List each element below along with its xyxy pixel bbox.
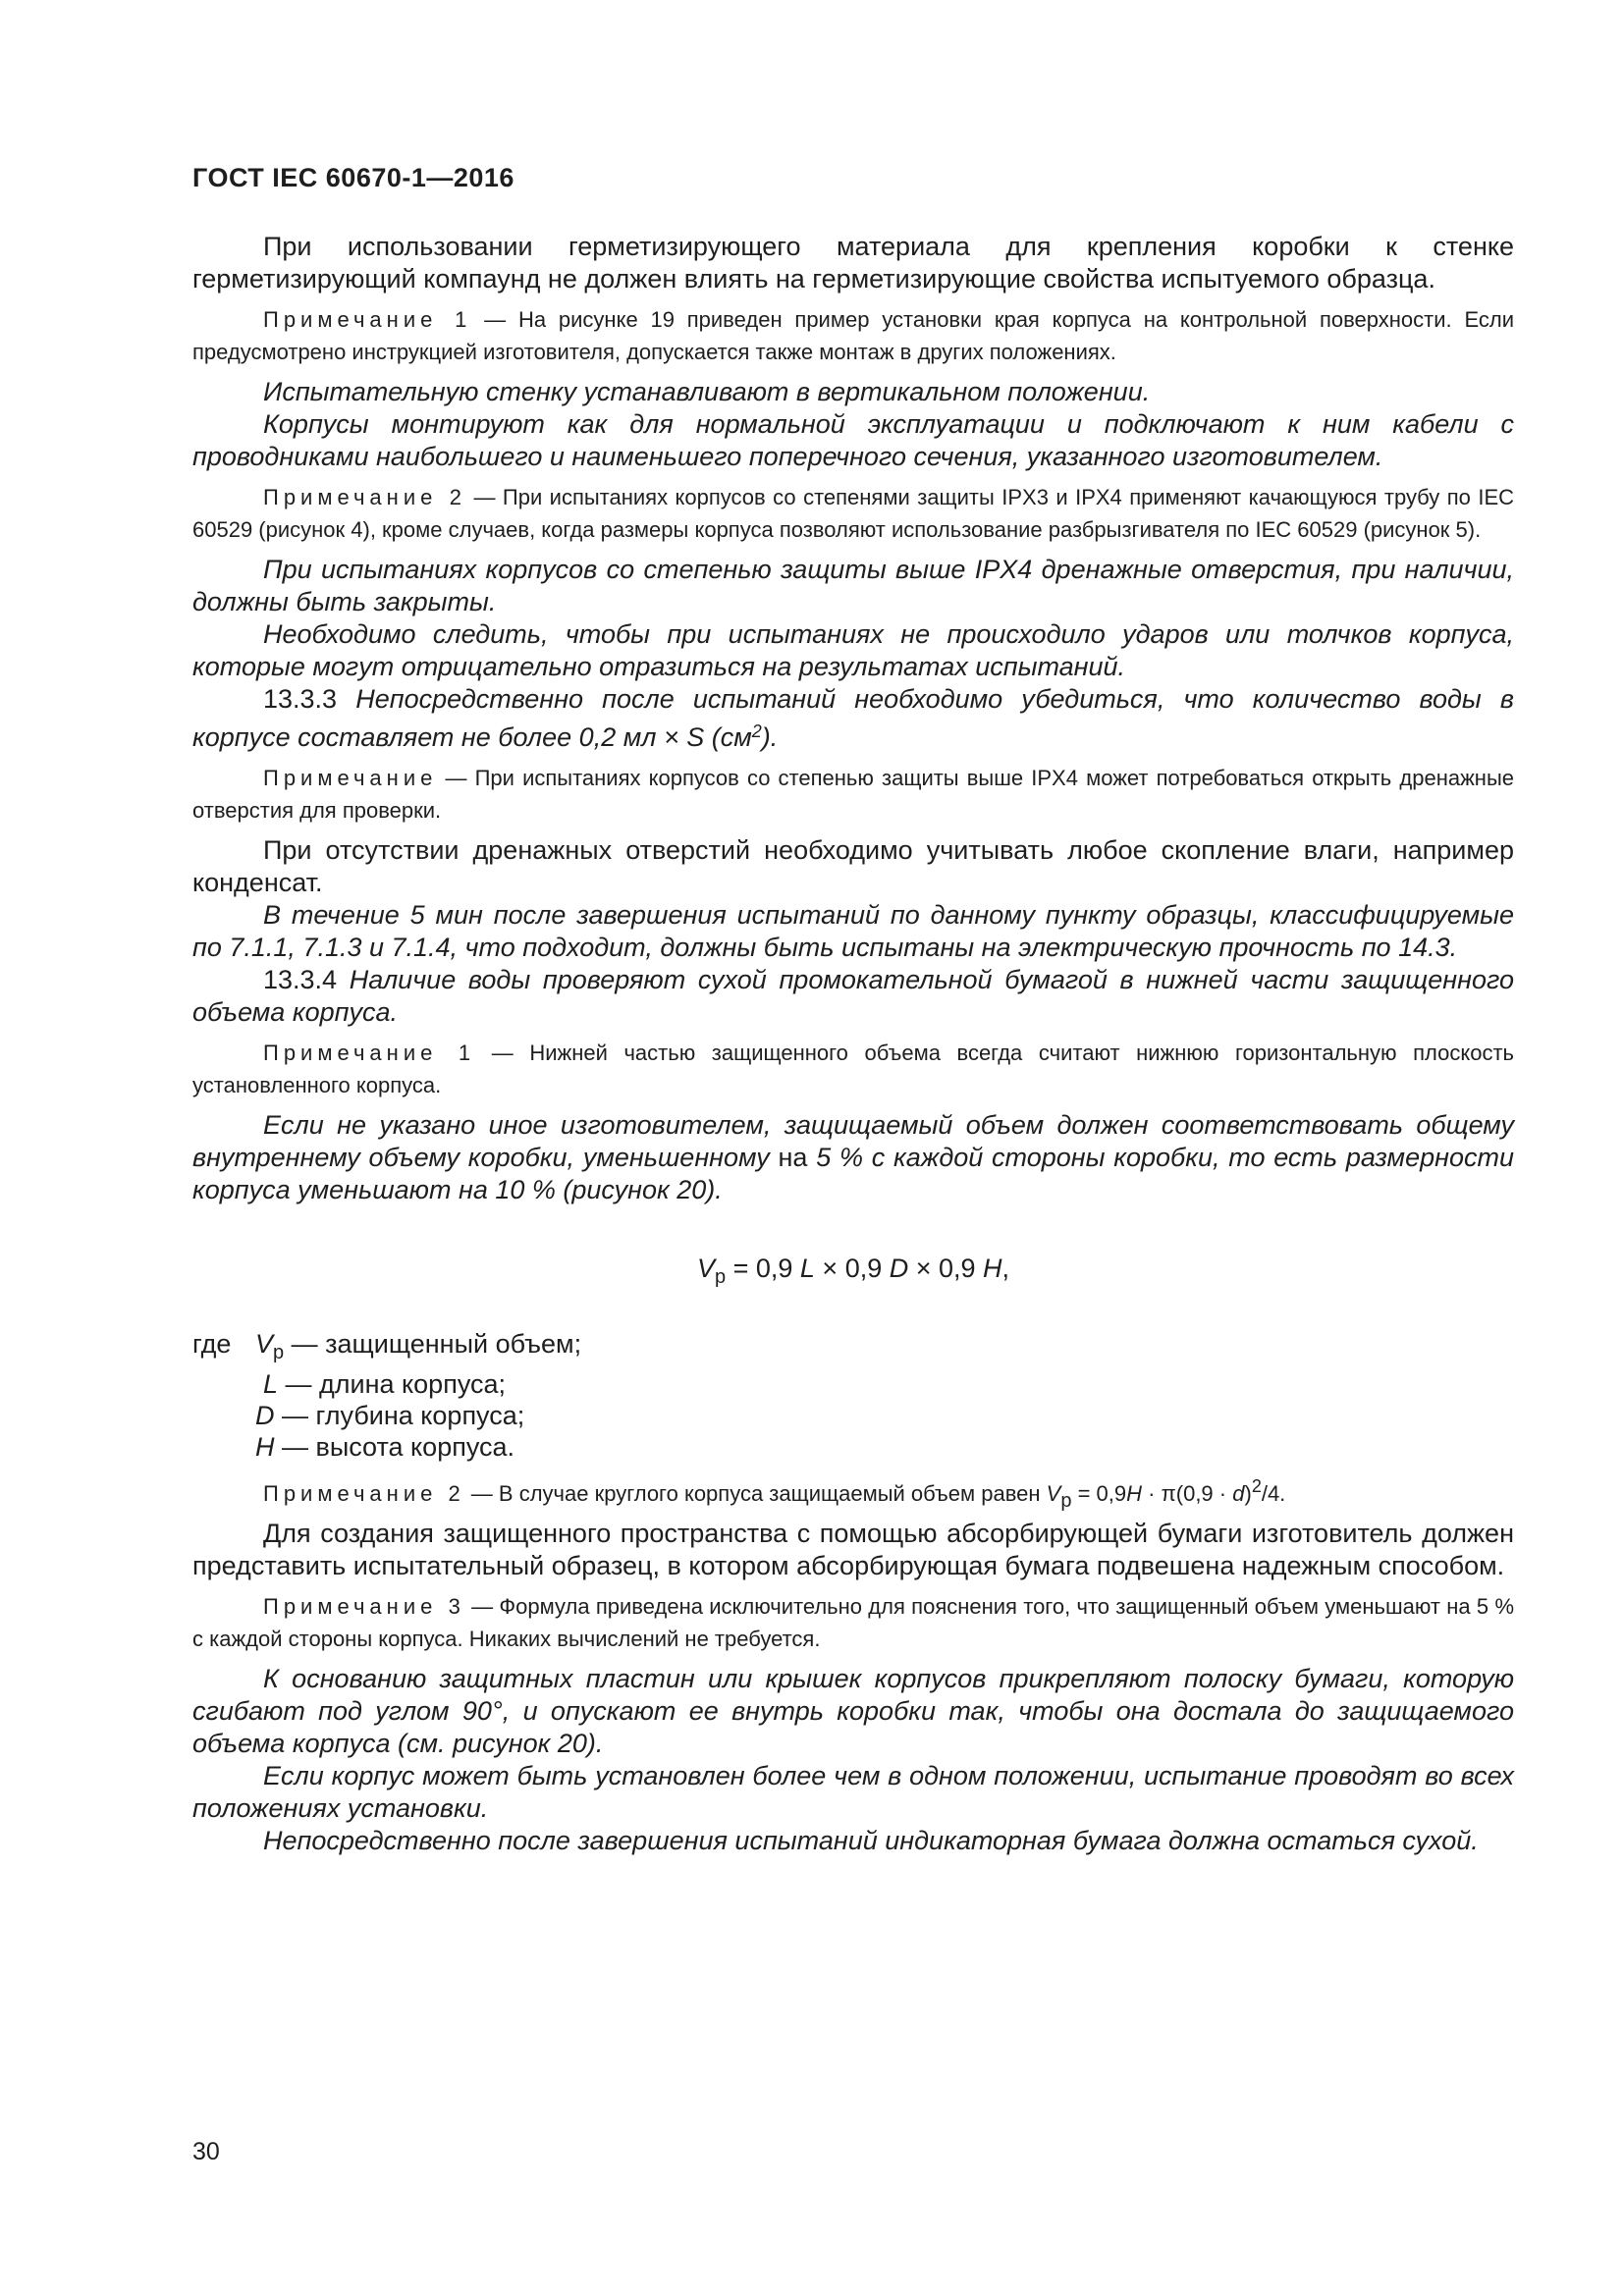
paragraph: При отсутствии дренажных отверстий необходимо учитывать любое скопление влаги, например конденсат. [192,835,1514,897]
clause-13-3-3 [192,683,1514,754]
paragraph [192,1109,1514,1206]
paragraph: К основанию защитных пластин или крышек корпусов прикрепляют полоску бумаги, которую сгибают под углом 90°, и опускают ее внутрь коробки так, чтобы она достала до защищаемого объема корпуса (см. рисунок 20). [192,1664,1514,1758]
math: ) [1244,1481,1252,1506]
paragraph: Непосредственно после завершения испытаний индикаторная бумага должна остаться сухой. [263,1826,1479,1855]
text-part: 5 % с каждой стороны коробки, то есть размерности корпуса уменьшают на 10 % (рисунок 20). [192,1143,1514,1204]
clause-text: Непосредственно после испытаний необходимо убедиться, что количество воды в корпусе составляет не более 0,2 мл × S (см [192,684,1514,752]
clause-number: 13.3.3 [263,684,338,714]
spacer [192,1368,255,1400]
note-text: — При испытаниях корпусов со степенью защиты выше IPX4 может потребоваться открыть дренажные отверстия для проверки. [192,766,1514,823]
spacer [192,1431,255,1463]
paragraph: При испытаниях корпусов со степенью защиты выше IPX4 дренажные отверстия, при наличии, должны быть закрыты. [192,555,1514,616]
def-text: — защищенный объем; [284,1329,582,1359]
clause-13-3-4 [192,964,1514,1029]
def-symbol: V [255,1329,274,1359]
formula-h: H [983,1254,1002,1283]
math: = 0,9 [1071,1481,1127,1506]
formula-v: V [696,1254,715,1283]
formula-end: , [1001,1254,1010,1283]
math-sub: p [1060,1490,1072,1512]
note-text: — На рисунке 19 приведен пример установки края корпуса на контрольной поверхности. Если предусмотрено инструкцией изготовителя, допускается также монтаж в других положениях. [192,307,1514,364]
math: H [1126,1481,1143,1506]
note-label: Примечание 1 [263,307,472,332]
where-label: где [192,1329,232,1359]
note-label: Примечание [263,766,438,790]
note [192,1470,1514,1518]
formula-part: × 0,9 [908,1254,984,1283]
paragraph: Необходимо следить, чтобы при испытаниях не происходило ударов или толчков корпуса, которые могут отрицательно отразиться на результатах испытаний. [192,619,1514,681]
clause-number: 13.3.4 [263,965,338,994]
paragraph: В течение 5 мин после завершения испытаний по данному пункту образцы, классифицируемые по 7.1.1, 7.1.3 и 7.1.4, что подходит, должны быть испытаны на электрическую прочность по 14.3. [192,900,1514,962]
def-text: — глубина корпуса; [274,1401,525,1430]
paragraph: Если корпус может быть установлен более чем в одном положении, испытание проводят во всех положениях установки. [192,1761,1514,1823]
formula-part: × 0,9 [814,1254,890,1283]
formula [192,1254,1514,1289]
paragraph: При использовании герметизирующего материала для крепления коробки к стенке герметизирующий компаунд не должен влиять на герметизирующие свойства испытуемого образца. [192,232,1514,294]
definition-row [192,1431,1514,1463]
note-label: Примечание 2 [263,485,467,509]
definition-row [192,1400,1514,1431]
definitions-list [192,1328,1514,1463]
note [192,762,1514,827]
paragraph: Испытательную стенку устанавливают в вертикальном положении. [263,377,1151,406]
definition-row [192,1368,1514,1400]
note-text: — Нижней частью защищенного объема всегда считают нижнюю горизонтальную плоскость установленного корпуса. [192,1041,1514,1097]
definition-row [192,1328,1514,1368]
note-label: Примечание 3 [263,1594,465,1619]
note-text: — При испытаниях корпусов со степенями защиты IPX3 и IPX4 применяют качающуюся трубу по IEC 60529 (рисунок 4), кроме случаев, когда размеры корпуса позволяют использование разбрызгивателя по IEC 60529 (рисунок 5). [192,485,1514,542]
math: /4. [1261,1481,1286,1506]
def-symbol: L [263,1369,279,1399]
paragraph: Корпусы монтируют как для нормальной эксплуатации и подключают к ним кабели с проводниками наибольшего и наименьшего поперечного сечения, указанного изготовителем. [192,409,1514,471]
text-part: Если не указано иное изготовителем, защищаемый объем должен соответствовать общему внутреннему объему коробки, уменьшенному [192,1110,1514,1172]
def-symbol: D [255,1401,275,1430]
superscript: 2 [751,721,762,741]
def-sub: p [273,1342,285,1363]
note-label: Примечание 2 [263,1481,465,1506]
note [192,481,1514,546]
math-sup: 2 [1251,1476,1262,1496]
note-text: — В случае круглого корпуса защищаемый объем равен [464,1481,1047,1506]
page-content [192,231,1514,1857]
math: V [1046,1481,1061,1506]
math: d [1232,1481,1245,1506]
def-text: — длина корпуса; [278,1369,507,1399]
definition-item [263,1368,506,1400]
spacer [192,1400,255,1431]
note [192,303,1514,368]
def-text: — высота корпуса. [274,1432,515,1462]
note-text: — Формула приведена исключительно для пояснения того, что защищенный объем уменьшают на 5 % с каждой стороны корпуса. Никаких вычислений не требуется. [192,1594,1515,1651]
formula-d: D [889,1254,909,1283]
clause-text: Наличие воды проверяют сухой промокательной бумагой в нижней части защищенного объема корпуса. [192,965,1514,1027]
def-symbol: H [255,1432,275,1462]
formula-l: L [799,1254,815,1283]
paragraph: Для создания защищенного пространства с помощью абсорбирующей бумаги изготовитель должен представить испытательный образец, в котором абсорбирующая бумага подвешена надежным способом. [192,1519,1514,1580]
document-header: ГОСТ IEC 60670-1—2016 [192,163,514,192]
math: · π(0,9 · [1142,1481,1233,1506]
note [192,1590,1514,1655]
definition-item [255,1328,581,1368]
formula-part: = 0,9 [726,1254,800,1283]
definition-item [255,1400,524,1431]
note-label: Примечание 1 [263,1041,476,1065]
clause-end: ). [761,722,779,752]
note [192,1037,1514,1101]
page-number: 30 [192,2138,220,2165]
text-part: на [769,1143,817,1172]
definition-item [255,1431,514,1463]
formula-sub: p [714,1266,727,1288]
